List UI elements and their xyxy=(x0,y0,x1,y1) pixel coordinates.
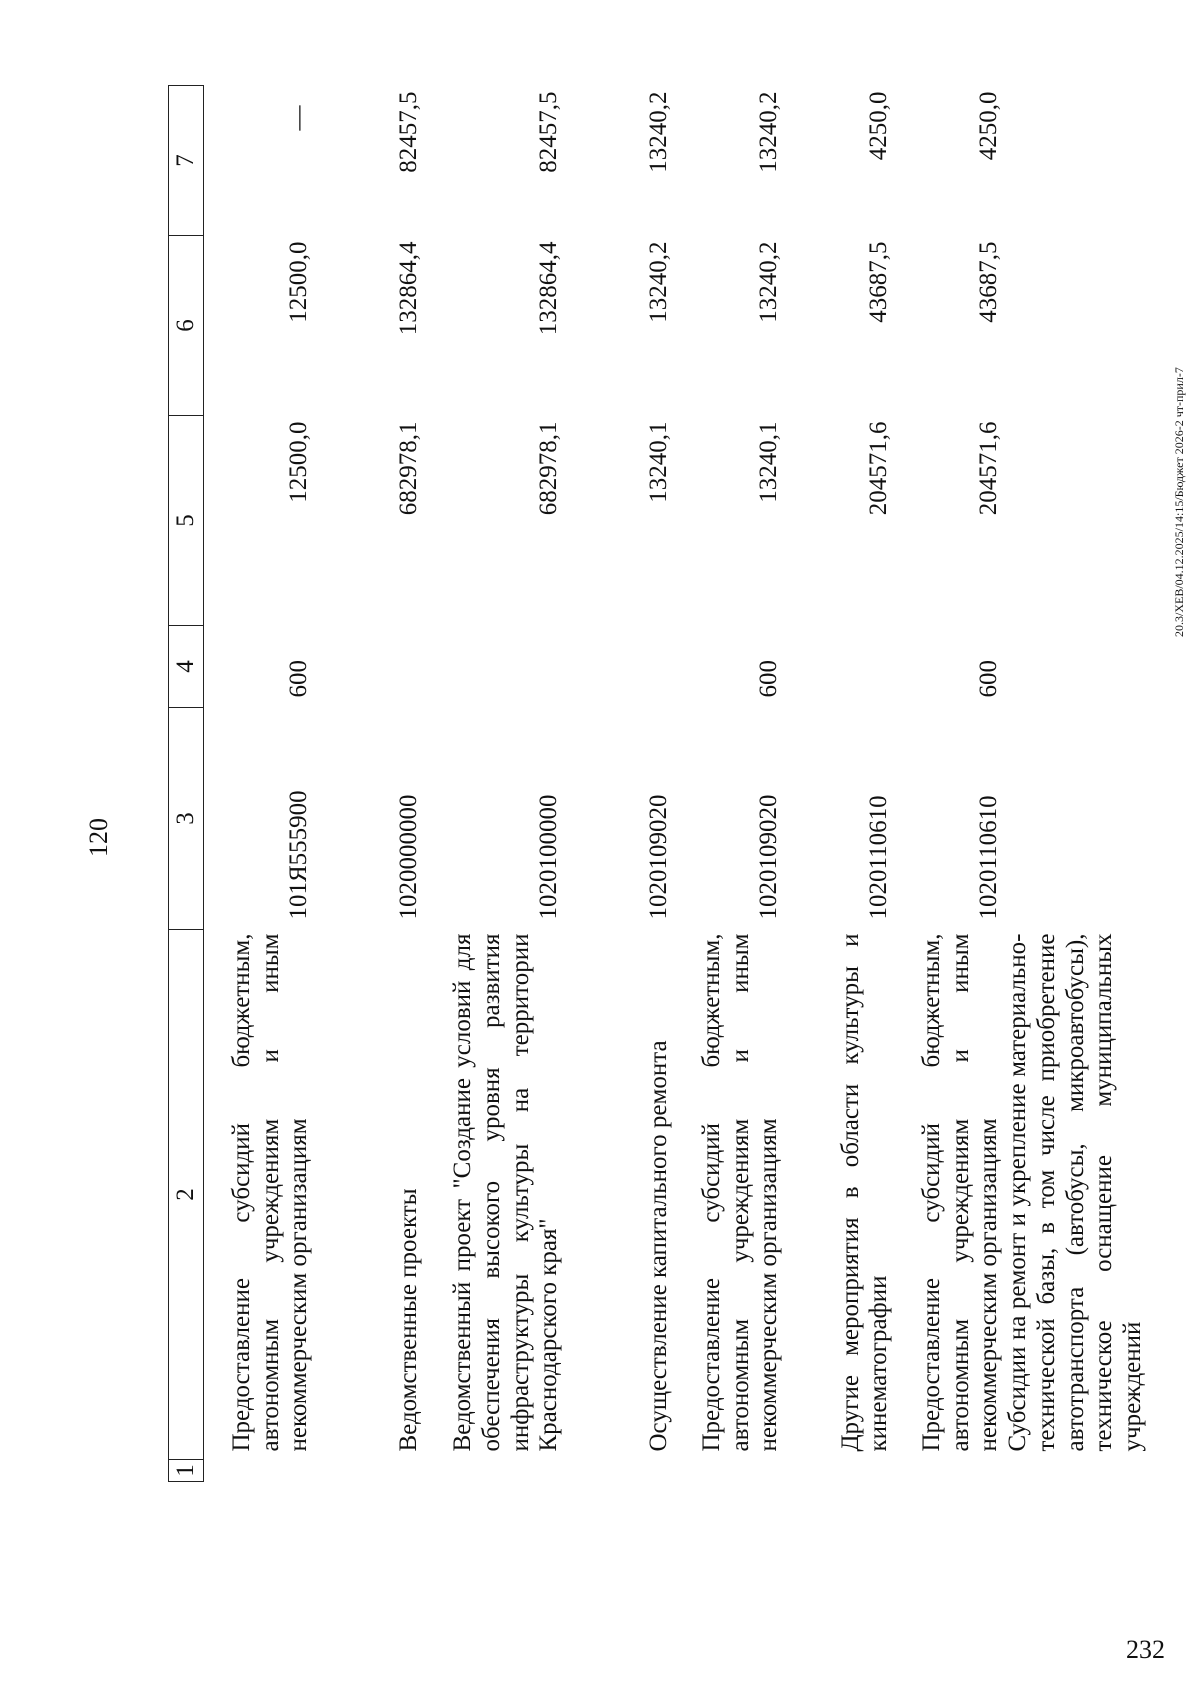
cell-name: Ведомственный проект "Создание условий для обеспечения высокого уровня развития инфраструктуры культуры на территории Краснодарского края" xyxy=(449,933,563,1452)
cell-col7: 4250,0 xyxy=(865,91,893,161)
cell-col5: 204571,6 xyxy=(975,421,1003,516)
cell-col5: 12500,0 xyxy=(285,421,313,503)
table-row xyxy=(784,86,894,1482)
cell-col1 xyxy=(674,1460,784,1482)
cell-code: 1020100000 xyxy=(535,794,563,920)
column-header: 4 xyxy=(169,626,204,708)
cell-name: Осуществление капитального ремонта xyxy=(645,1040,673,1452)
cell-col1 xyxy=(424,1460,564,1482)
cell-code xyxy=(1004,708,1148,930)
cell-col6: 13240,2 xyxy=(645,241,673,323)
cell-col6: 43687,5 xyxy=(865,241,893,323)
cell-type xyxy=(424,626,564,708)
cell-name: Другие мероприятия в области культуры и кинематографии xyxy=(836,933,893,1452)
cell-col7: 82457,5 xyxy=(395,91,423,173)
table-row xyxy=(674,86,784,1482)
sheet-number: 232 xyxy=(1126,1635,1165,1664)
cell-type xyxy=(784,626,894,708)
table-row xyxy=(1004,86,1148,1482)
cell-col6: 13240,2 xyxy=(755,241,783,323)
table-row xyxy=(424,86,564,1482)
cell-col1 xyxy=(894,1460,1004,1482)
cell-code: 101Я555900 xyxy=(285,790,313,920)
cell-code: 1020110610 xyxy=(865,795,893,920)
footer-stamp: 20.3/XEB/04.12.2025/14:15/Бюджет 2026-2 чт-прил-7 xyxy=(1172,367,1186,637)
budget-table xyxy=(168,85,1148,1482)
column-header: 3 xyxy=(169,708,204,930)
table-row xyxy=(204,86,315,1482)
cell-col6 xyxy=(1004,236,1148,416)
cell-name: Предоставление субсидий бюджетным, автономным учреждениям и иным некоммерческим организациям xyxy=(917,933,1003,1452)
cell-col5: 682978,1 xyxy=(395,421,423,516)
cell-code: 1020110610 xyxy=(975,795,1003,920)
cell-col7: 13240,2 xyxy=(755,91,783,173)
cell-type: 600 xyxy=(285,660,313,698)
cell-col5: 13240,1 xyxy=(645,421,673,503)
cell-col1 xyxy=(1004,1460,1148,1482)
cell-col6: 132864,4 xyxy=(535,241,563,336)
table-row xyxy=(564,86,674,1482)
table-row xyxy=(314,86,424,1482)
cell-col6: 43687,5 xyxy=(975,241,1003,323)
cell-code: 1020109020 xyxy=(645,794,673,920)
cell-col7: 13240,2 xyxy=(645,91,673,173)
cell-col6: 132864,4 xyxy=(395,241,423,336)
cell-col5: 682978,1 xyxy=(535,421,563,516)
cell-col1 xyxy=(314,1460,424,1482)
column-header: 1 xyxy=(169,1460,204,1482)
column-header: 2 xyxy=(169,930,204,1460)
cell-name: Субсидии на ремонт и укрепление материально-технической базы, в том числе приобретение автотранспорта (автобусы, микроавтобусы), техническое оснащение муниципальных учреждений xyxy=(1004,933,1146,1452)
cell-col6: 12500,0 xyxy=(285,241,313,323)
column-header: 6 xyxy=(169,236,204,416)
cell-col7: — xyxy=(285,105,313,131)
table-row xyxy=(894,86,1004,1482)
cell-type: 600 xyxy=(755,660,783,698)
column-header: 7 xyxy=(169,86,204,236)
column-header: 5 xyxy=(169,416,204,626)
cell-type xyxy=(314,626,424,708)
cell-name: Предоставление субсидий бюджетным, автономным учреждениям и иным некоммерческим организациям xyxy=(697,933,783,1452)
cell-name: Ведомственные проекты xyxy=(395,1188,423,1452)
page-number: 120 xyxy=(84,818,113,857)
cell-col5: 13240,1 xyxy=(755,421,783,503)
cell-col7: 4250,0 xyxy=(975,91,1003,161)
cell-col7 xyxy=(1004,86,1148,236)
cell-col5: 204571,6 xyxy=(865,421,893,516)
cell-name: Предоставление субсидий бюджетным, автономным учреждениям и иным некоммерческим организациям xyxy=(227,933,313,1452)
cell-col1 xyxy=(564,1460,674,1482)
cell-type: 600 xyxy=(975,660,1003,698)
cell-col1 xyxy=(784,1460,894,1482)
cell-col5 xyxy=(1004,416,1148,626)
cell-col7: 82457,5 xyxy=(535,91,563,173)
cell-code: 1020000000 xyxy=(395,794,423,920)
cell-type xyxy=(1004,626,1148,708)
cell-code: 1020109020 xyxy=(755,794,783,920)
cell-type xyxy=(564,626,674,708)
table-header-row xyxy=(169,86,204,1482)
cell-col1 xyxy=(204,1460,315,1482)
